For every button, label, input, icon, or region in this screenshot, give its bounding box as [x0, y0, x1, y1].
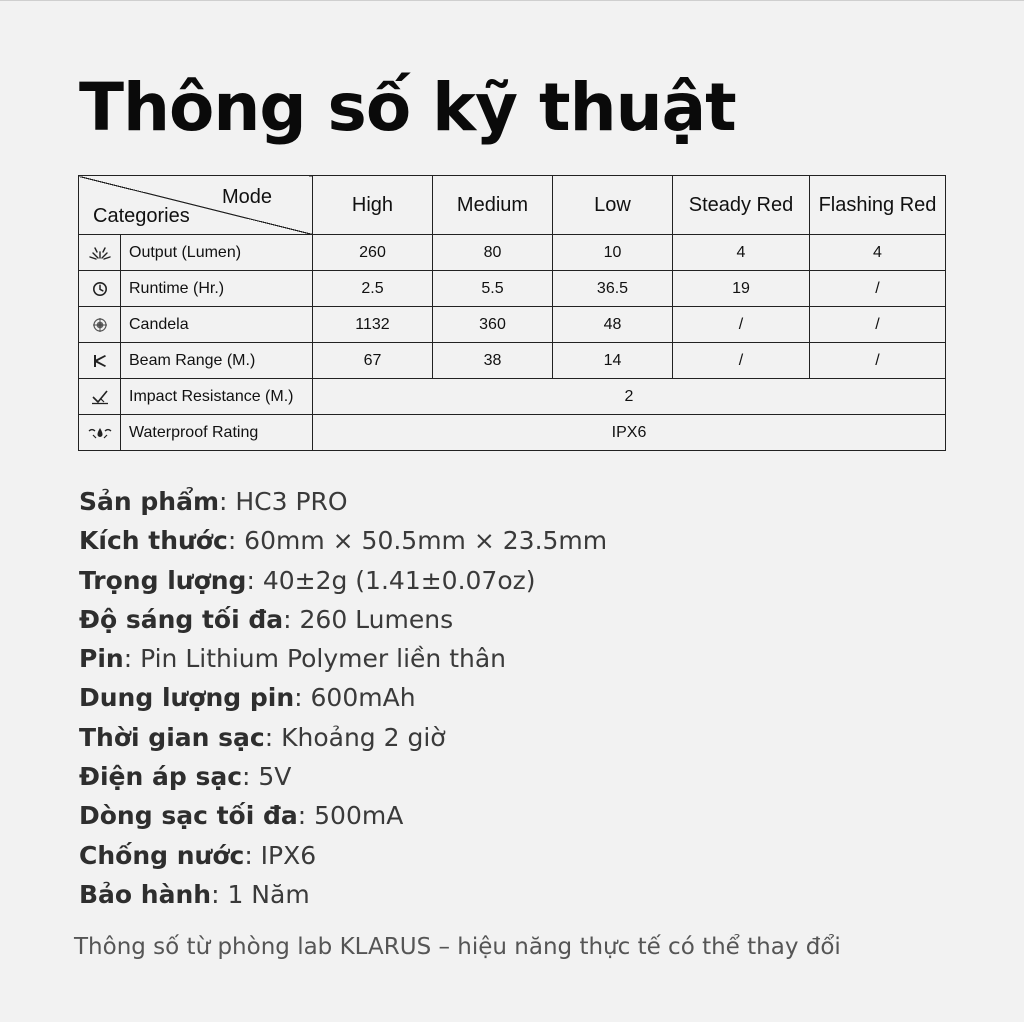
spec-label: Bảo hành: [79, 879, 212, 909]
spec-label: Dòng sạc tối đa: [79, 801, 298, 831]
cell-value: 19: [673, 271, 810, 307]
corner-mode-label: Mode: [221, 186, 272, 208]
table-header-row: [79, 176, 946, 235]
spec-value: : Pin Lithium Polymer liền thân: [123, 644, 507, 674]
table-row-candela: [79, 307, 946, 343]
row-label: Output (Lumen): [121, 235, 313, 271]
cell-value: /: [810, 307, 946, 343]
spec-item: [79, 600, 607, 639]
mode-header-high: High: [313, 176, 433, 235]
mode-header-low: Low: [553, 176, 673, 235]
footnote: Thông số từ phòng lab KLARUS – hiệu năng thực tế có thể thay đổi: [74, 934, 841, 960]
spec-item: [79, 521, 607, 560]
corner-categories-label: Categories: [93, 205, 190, 227]
row-label: Waterproof Rating: [121, 415, 313, 451]
cell-value: 5.5: [433, 271, 553, 307]
spec-label: Pin: [79, 644, 124, 674]
cell-value-merged: IPX6: [313, 415, 946, 451]
table-row-waterproof: [79, 415, 946, 451]
table-row-impact-resistance: [79, 379, 946, 415]
cell-value: /: [810, 271, 946, 307]
beam-icon: [79, 343, 121, 379]
row-label: Beam Range (M.): [121, 343, 313, 379]
target-icon: [79, 307, 121, 343]
spec-item: [79, 796, 607, 835]
cell-value: 360: [433, 307, 553, 343]
mode-header-steady-red: Steady Red: [673, 176, 810, 235]
cell-value: 38: [433, 343, 553, 379]
cell-value: 67: [313, 343, 433, 379]
spec-item: [79, 482, 607, 521]
spec-value: : 600mAh: [294, 683, 416, 713]
cell-value: 48: [553, 307, 673, 343]
spec-label: Điện áp sạc: [79, 762, 243, 792]
spec-item: [79, 757, 607, 796]
spec-label: Kích thước: [79, 526, 228, 556]
spec-label: Sản phẩm: [79, 487, 219, 516]
impact-icon: [79, 379, 121, 415]
cell-value: 4: [673, 235, 810, 271]
spec-item: [79, 718, 607, 757]
spec-table: [78, 175, 946, 451]
mode-header-flashing-red: Flashing Red: [810, 176, 946, 235]
cell-value: 1132: [313, 307, 433, 343]
table-row-runtime: [79, 271, 946, 307]
cell-value: 10: [553, 235, 673, 271]
spec-value: : Khoảng 2 giờ: [264, 722, 446, 752]
cell-value: 4: [810, 235, 946, 271]
table-row-output: [79, 235, 946, 271]
cell-value: /: [810, 343, 946, 379]
spec-label: Trọng lượng: [79, 565, 247, 595]
spec-item: [79, 561, 607, 600]
cell-value: 36.5: [553, 271, 673, 307]
cell-value-merged: 2: [313, 379, 946, 415]
mode-header-medium: Medium: [433, 176, 553, 235]
spec-label: Thời gian sạc: [79, 722, 265, 752]
cell-value: /: [673, 343, 810, 379]
cell-value: /: [673, 307, 810, 343]
spec-list: [79, 482, 607, 914]
spec-value: : IPX6: [244, 840, 317, 870]
row-label: Candela: [121, 307, 313, 343]
cell-value: 14: [553, 343, 673, 379]
cell-value: 260: [313, 235, 433, 271]
spec-item: [79, 836, 607, 875]
spec-label: Độ sáng tối đa: [79, 604, 284, 634]
spec-item: [79, 678, 607, 717]
spec-value: : 5V: [242, 762, 292, 792]
spec-value: : 60mm × 50.5mm × 23.5mm: [227, 526, 608, 556]
waterdrop-icon: [79, 415, 121, 451]
spec-label: Dung lượng pin: [79, 683, 295, 713]
spec-value: : 1 Năm: [211, 879, 310, 909]
row-label: Runtime (Hr.): [121, 271, 313, 307]
cell-value: 80: [433, 235, 553, 271]
burst-icon: [79, 235, 121, 271]
clock-icon: [79, 271, 121, 307]
spec-value: : 40±2g (1.41±0.07oz): [246, 565, 536, 595]
spec-value: : 260 Lumens: [283, 604, 454, 634]
spec-item: [79, 875, 607, 914]
spec-value: : HC3 PRO: [219, 487, 348, 516]
spec-value: : 500mA: [297, 801, 404, 831]
table-row-beam-range: [79, 343, 946, 379]
row-label: Impact Resistance (M.): [121, 379, 313, 415]
cell-value: 2.5: [313, 271, 433, 307]
spec-item: [79, 639, 607, 678]
page-title: Thông số kỹ thuật: [79, 69, 736, 146]
corner-cell: [79, 176, 313, 235]
spec-label: Chống nước: [79, 840, 245, 870]
